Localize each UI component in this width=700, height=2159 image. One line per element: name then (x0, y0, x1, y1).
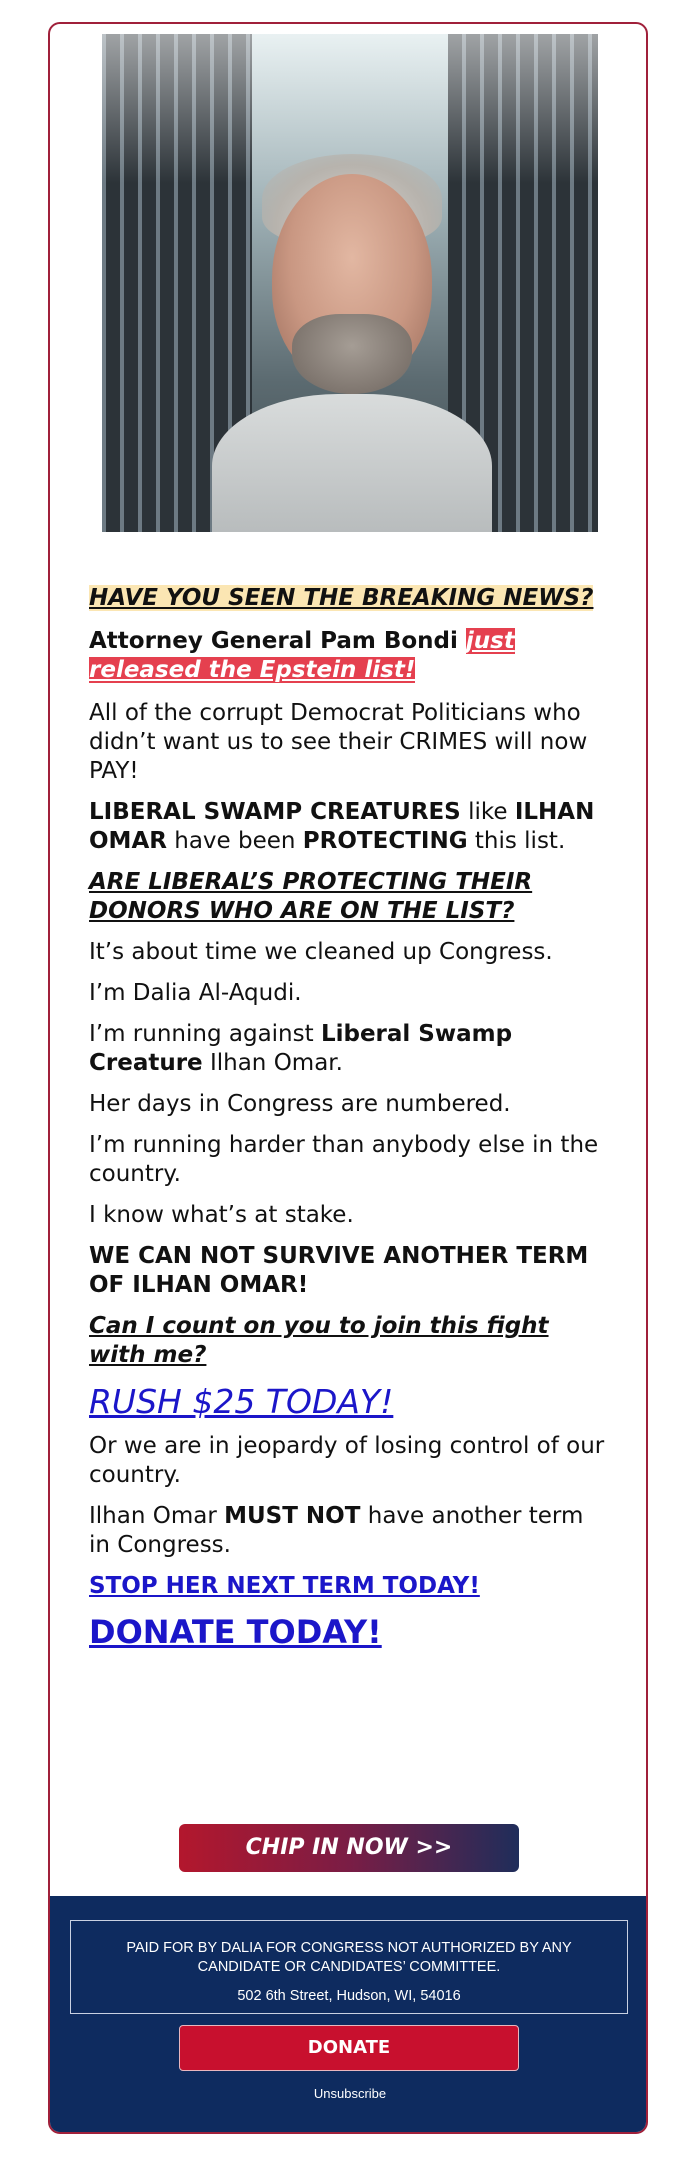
swamp-text-1: like (460, 799, 515, 825)
shirt-graphic (212, 394, 492, 532)
rush-paragraph (89, 1382, 611, 1422)
running-text-1: I’m running against (89, 1021, 321, 1047)
swamp-bold-3: PROTECTING (302, 828, 468, 854)
ag-lead: Attorney General Pam Bondi (89, 628, 466, 654)
donate-today-paragraph (89, 1613, 611, 1651)
paid-for-text: PAID FOR BY DALIA FOR CONGRESS NOT AUTHORIZED BY ANY CANDIDATE OR CANDIDATES’ COMMITTEE. (126, 1940, 572, 1975)
email-card (48, 22, 648, 2134)
running-text-2: Ilhan Omar. (202, 1050, 343, 1076)
donate-today-link[interactable]: DONATE TODAY! (89, 1613, 382, 1651)
clean-paragraph: It’s about time we cleaned up Congress. (89, 939, 553, 965)
running-paragraph (89, 1020, 611, 1078)
corrupt-paragraph: All of the corrupt Democrat Politicians who didn’t want us to see their CRIMES will now PAY! (89, 700, 588, 784)
swamp-bold-2: ILHAN OMAR (89, 799, 595, 854)
swamp-bold-1: LIBERAL SWAMP CREATURES (89, 799, 461, 825)
unsubscribe-link[interactable]: Unsubscribe (313, 2086, 387, 2101)
survive-paragraph: WE CAN NOT SURVIVE ANOTHER TERM OF ILHAN OMAR! (89, 1243, 589, 1298)
footer (50, 1896, 648, 2134)
stop-term-link[interactable]: STOP HER NEXT TERM TODAY! (89, 1573, 480, 1599)
headline-text: HAVE YOU SEEN THE BREAKING NEWS? (89, 585, 594, 611)
running-bold: Liberal Swamp Creature (89, 1021, 513, 1076)
ag-highlight: just released the Epstein list! (89, 628, 515, 683)
ag-paragraph (89, 627, 611, 685)
headline (89, 584, 611, 613)
harder-paragraph: I’m running harder than anybody else in the country. (89, 1132, 599, 1187)
swamp-text-3: this list. (467, 828, 566, 854)
mustnot-text-2: have another term in Congress. (89, 1503, 584, 1558)
days-paragraph: Her days in Congress are numbered. (89, 1091, 511, 1117)
disclaimer-box (70, 1920, 628, 2014)
stake-paragraph: I know what’s at stake. (89, 1202, 354, 1228)
address-text: 502 6th Street, Hudson, WI, 54016 (237, 1988, 461, 2004)
rush-25-link[interactable]: RUSH $25 TODAY! (89, 1382, 394, 1421)
stop-paragraph (89, 1572, 611, 1601)
mustnot-bold: MUST NOT (224, 1503, 361, 1529)
name-paragraph: I’m Dalia Al-Aqudi. (89, 980, 302, 1006)
jeopardy-paragraph: Or we are in jeopardy of losing control of our country. (89, 1433, 605, 1488)
donate-button[interactable]: DONATE (179, 2025, 519, 2071)
beard-graphic (292, 314, 412, 394)
swamp-paragraph (89, 798, 611, 856)
donors-question: ARE LIBERAL’S PROTECTING THEIR DONORS WHO ARE ON THE LIST? (89, 869, 533, 924)
mustnot-paragraph (89, 1502, 611, 1560)
hero-photo (102, 34, 598, 532)
chip-in-button[interactable]: CHIP IN NOW >> (179, 1824, 519, 1872)
email-body (89, 584, 611, 1651)
count-question: Can I count on you to join this fight with me? (89, 1313, 549, 1368)
mustnot-text-1: Ilhan Omar (89, 1503, 225, 1529)
swamp-text-2: have been (166, 828, 303, 854)
